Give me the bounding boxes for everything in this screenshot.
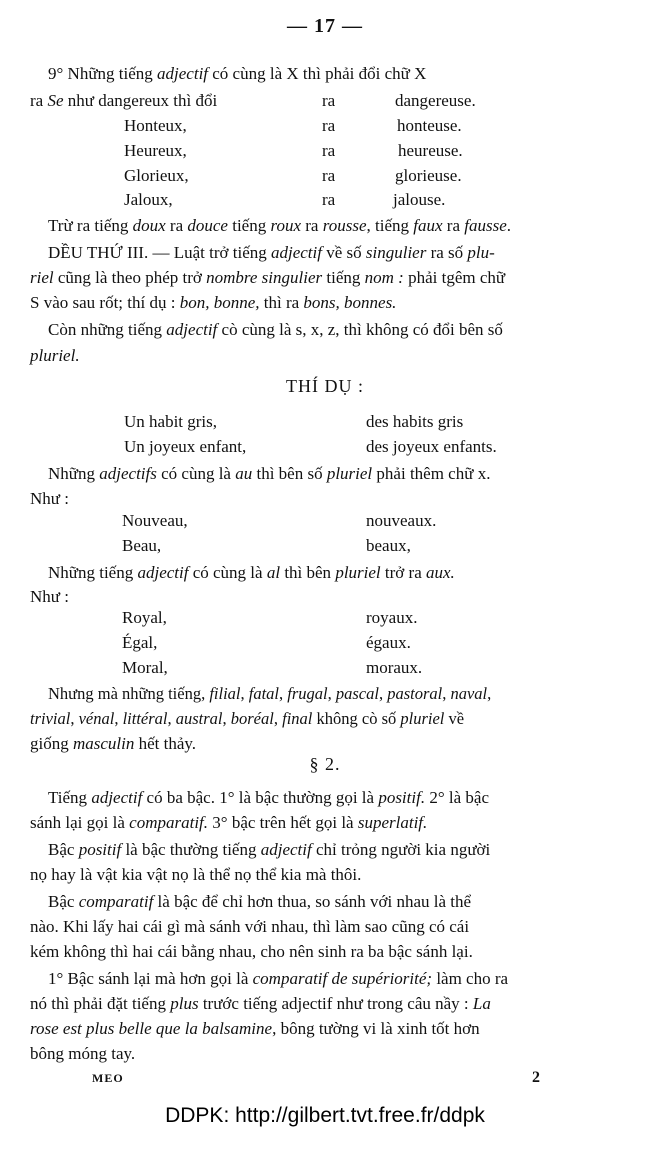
example-left: Jaloux, (124, 190, 173, 209)
rule3-line4: Còn những tiếng adjectif cò cùng là s, x, z, thì không có đổi bên số (48, 320, 503, 339)
example-left: Moral, (122, 658, 168, 677)
example-right: glorieuse. (395, 166, 462, 185)
example-left: Beau, (122, 536, 162, 555)
al-rule-nhu: Như : (30, 587, 69, 606)
example-right: des habits gris (366, 412, 464, 431)
rule3-line3: S vào sau rốt; thí dụ : bon, bonne, thì ra bons, bonnes. (30, 293, 397, 312)
section2-p4-line3: rose est plus belle que la balsamine, bông tường vi là xinh tốt hơn (30, 1019, 480, 1038)
example-left: Honteux, (124, 116, 187, 135)
section2-p3-line3: kém không thì hai cái bằng nhau, cho nên sinh ra ba bậc sánh lại. (30, 942, 473, 961)
section2-p2-line2: nọ hay là vật kia vật nọ là thể nọ thể kia mà thôi. (30, 865, 362, 884)
thidu-heading: THÍ DỤ : (286, 376, 364, 396)
rule9-line1: 9° Những tiếng adjectif có cùng là X thì phải đổi chữ X (48, 64, 427, 83)
section2-p3-line1: Bậc comparatif là bậc để chỉ hơn thua, so sánh với nhau là thể (48, 892, 472, 911)
au-rule-line: Những adjectifs có cùng là au thì bên số pluriel phải thêm chữ x. (48, 464, 491, 483)
section2-p4-line1: 1° Bậc sánh lại mà hơn gọi là comparatif de supériorité; làm cho ra (48, 969, 509, 988)
section2-p1-line1: Tiếng adjectif có ba bậc. 1° là bậc thường gọi là positif. 2° là bậc (48, 788, 489, 807)
example-right: nouveaux. (366, 511, 437, 530)
example-mid: ra (322, 166, 336, 185)
section2-p4-line2: nó thì phải đặt tiếng plus trước tiếng adjectif như trong câu nầy : La (30, 994, 491, 1013)
al-exception-line1: Nhưng mà những tiếng, filial, fatal, frugal, pascal, pastoral, naval, (48, 684, 492, 703)
footer-sheet-number: 2 (532, 1069, 540, 1086)
section-heading: § 2. (309, 754, 341, 774)
example-mid: ra (322, 91, 336, 110)
example-mid: ra (322, 141, 336, 160)
au-rule-nhu: Như : (30, 489, 69, 508)
example-left: Glorieux, (124, 166, 189, 185)
example-right: moraux. (366, 658, 423, 677)
example-left: Royal, (122, 608, 167, 627)
example-mid: ra (322, 116, 336, 135)
example-left: Un habit gris, (124, 412, 218, 431)
section2-p3-line2: nào. Khi lấy hai cái gì mà sánh với nhau, thì làm sao cũng có cái (30, 917, 470, 936)
example-right: beaux, (366, 536, 411, 555)
rule3-line1: DỀU THỨ III. — Luật trở tiếng adjectif về số singulier ra số plu- (48, 243, 495, 262)
example-right: égaux. (366, 633, 411, 652)
example-right: jalouse. (393, 190, 446, 209)
example-right: heureuse. (398, 141, 463, 160)
example-right: honteuse. (397, 116, 462, 135)
page-number: — 17 — (287, 15, 363, 37)
example-right: dangereuse. (395, 91, 476, 110)
example-left: Heureux, (124, 141, 187, 160)
rule3-line2: riel cũng là theo phép trở nombre singulier tiếng nom : phải tgêm chữ (30, 268, 506, 287)
rule9-line2: ra Se như dangereux thì đổi (30, 91, 218, 110)
example-left: Un joyeux enfant, (124, 437, 247, 456)
example-right: royaux. (366, 608, 418, 627)
section2-p2-line1: Bậc positif là bậc thường tiếng adjectif chỉ trỏng người kia người (48, 840, 491, 859)
rule9-exception: Trừ ra tiếng doux ra douce tiếng roux ra rousse, tiếng faux ra fausse. (48, 216, 511, 235)
source-watermark: DDPK: http://gilbert.tvt.free.fr/ddpk (165, 1104, 485, 1127)
al-exception-line2: trivial, vénal, littéral, austral, boréal, final không cò số pluriel về (30, 709, 465, 728)
example-left: Égal, (122, 633, 158, 652)
rule3-line5: pluriel. (30, 346, 80, 365)
section2-p4-line4: bông móng tay. (30, 1044, 136, 1063)
al-exception-line3: giống masculin hết thảy. (30, 734, 197, 753)
section2-p1-line2: sánh lại gọi là comparatif. 3° bậc trên hết gọi là superlatif. (30, 813, 428, 832)
footer-signature: MEO (92, 1071, 124, 1085)
example-right: des joyeux enfants. (366, 437, 497, 456)
example-left: Nouveau, (122, 511, 188, 530)
al-rule-line: Những tiếng adjectif có cùng là al thì bên pluriel trở ra aux. (48, 563, 455, 582)
example-mid: ra (322, 190, 336, 209)
